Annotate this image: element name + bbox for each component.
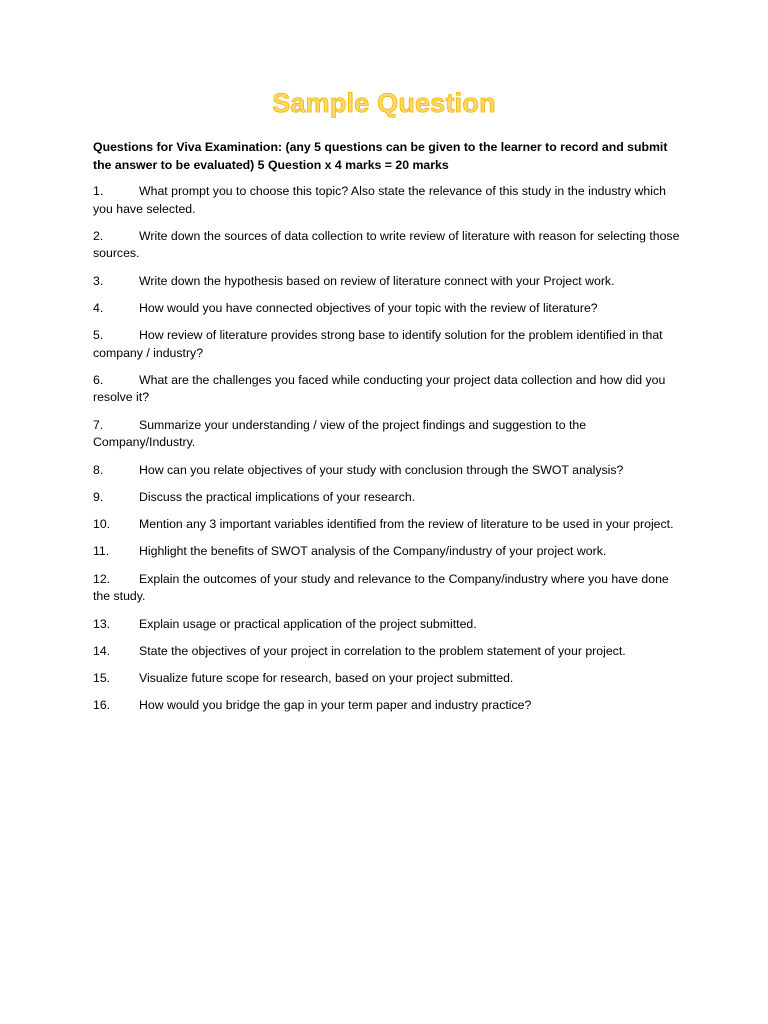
- question-text: Mention any 3 important variables identified from the review of literature to be used in your project.: [139, 517, 674, 532]
- question-item: [93, 543, 683, 561]
- question-number: 2.: [93, 228, 104, 243]
- question-text: What prompt you to choose this topic? Also state the relevance of this study in the industry which you have selected.: [93, 184, 666, 216]
- question-item: [93, 670, 683, 688]
- question-text: Explain usage or practical application of the project submitted.: [139, 616, 477, 631]
- question-text: Write down the hypothesis based on review of literature connect with your Project work.: [139, 273, 615, 288]
- page-title: Sample Question: [272, 88, 496, 118]
- question-item: [93, 516, 683, 534]
- question-number: 11.: [93, 544, 110, 559]
- question-number: 7.: [93, 417, 104, 432]
- question-text: Summarize your understanding / view of the project findings and suggestion to the Company/Industry.: [93, 417, 587, 450]
- question-item: [93, 697, 683, 715]
- question-text: Explain the outcomes of your study and relevance to the Company/industry where you have done the study.: [93, 571, 669, 604]
- question-item: [93, 616, 683, 634]
- question-text: How review of literature provides strong base to identify solution for the problem identified in that company / industry?: [93, 328, 663, 360]
- question-text: Discuss the practical implications of your research.: [139, 489, 416, 504]
- question-item: [93, 489, 683, 507]
- question-item: [93, 228, 683, 263]
- question-item: [93, 417, 683, 452]
- question-number: 12.: [93, 571, 111, 586]
- question-text: State the objectives of your project in correlation to the problem statement of your project.: [139, 643, 626, 658]
- question-number: 15.: [93, 671, 111, 686]
- question-number: 8.: [93, 462, 104, 477]
- question-item: [93, 273, 683, 291]
- question-list: [93, 183, 683, 725]
- question-number: 6.: [93, 372, 104, 387]
- question-item: [93, 571, 683, 606]
- question-text: How would you bridge the gap in your term paper and industry practice?: [139, 698, 532, 713]
- question-text: Highlight the benefits of SWOT analysis of the Company/industry of your project work.: [139, 544, 607, 559]
- question-item: [93, 327, 683, 362]
- question-item: [93, 183, 683, 218]
- question-number: 16.: [93, 698, 111, 713]
- question-text: How would you have connected objectives of your topic with the review of literature?: [139, 300, 598, 315]
- question-number: 3.: [93, 273, 104, 288]
- question-number: 13.: [93, 616, 111, 631]
- question-item: [93, 643, 683, 661]
- question-text: What are the challenges you faced while conducting your project data collection and how did you resolve it?: [93, 372, 666, 405]
- question-number: 1.: [93, 184, 104, 198]
- question-number: 14.: [93, 643, 111, 658]
- question-number: 10.: [93, 517, 111, 532]
- question-text: Write down the sources of data collection to write review of literature with reason for selecting those sources.: [93, 228, 680, 261]
- question-item: [93, 462, 683, 480]
- question-text: How can you relate objectives of your study with conclusion through the SWOT analysis?: [139, 462, 624, 477]
- question-number: 5.: [93, 328, 104, 343]
- question-item: [93, 300, 683, 318]
- question-item: [93, 372, 683, 407]
- question-text: Visualize future scope for research, based on your project submitted.: [139, 671, 514, 686]
- intro-paragraph: Questions for Viva Examination: (any 5 questions can be given to the learner to record and submit the answer to be evaluated) 5 Question x 4 marks = 20 marks: [93, 140, 668, 172]
- question-number: 4.: [93, 300, 104, 315]
- question-number: 9.: [93, 489, 104, 504]
